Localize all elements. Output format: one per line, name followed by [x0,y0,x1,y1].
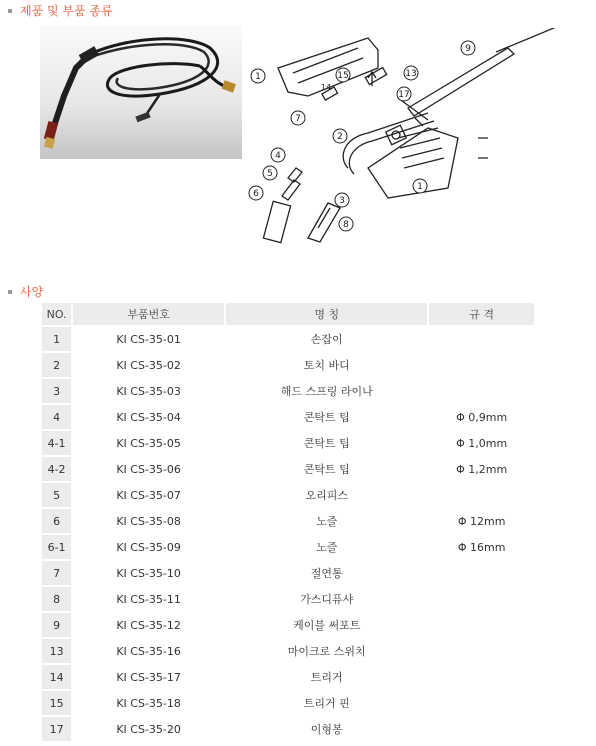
cell-spec [429,483,534,507]
bullet-icon [8,9,12,13]
callout-14 [321,83,331,92]
cell-spec: Φ 1,2mm [456,462,508,476]
section-title: 제품 및 부품 종류 [20,4,113,18]
table-row [42,613,534,637]
cell-spec [429,587,534,611]
callout-label: 15 [337,71,349,81]
cell-spec [429,379,534,403]
table-row [42,587,534,611]
cell-part-number: KI CS-35-08 [116,514,181,528]
cell-part-number: KI CS-35-05 [116,436,181,450]
cell-part-number: KI CS-35-16 [116,644,181,658]
cell-name: 노즐 [316,541,338,554]
callout-17 [397,87,411,101]
cell-part-number: KI CS-35-03 [116,384,181,398]
cell-no: 2 [42,353,71,377]
table-row [42,561,534,585]
callout-5 [263,166,277,180]
section-heading-products [8,2,113,19]
cell-name: 해드 스프링 라이나 [280,385,373,398]
col-header-spec: 규 격 [429,303,534,325]
cell-spec [429,665,534,689]
callout-label: 8 [343,220,349,230]
cell-spec: Φ 1,0mm [456,436,508,450]
callout-label: 1 [255,72,261,82]
callout-label: 13 [405,69,417,79]
callout-7 [291,111,305,125]
callout-15 [336,68,350,82]
callout-label: 7 [295,114,301,124]
cell-no: 8 [42,587,71,611]
callout-label: 6 [253,189,259,199]
cell-spec: Φ 0,9mm [456,410,508,424]
callout-label: 14 [320,83,332,92]
cell-part-number: KI CS-35-07 [116,488,181,502]
cell-part-number: KI CS-35-06 [116,462,181,476]
callout-label: 17 [398,90,410,100]
product-photo [40,26,242,159]
cell-spec [429,327,534,351]
cell-no: 6 [42,509,71,533]
callout-13 [404,66,418,80]
cell-no: 6-1 [42,535,71,559]
callout-3 [335,193,349,207]
col-header-part-number: 부품번호 [73,303,224,325]
callout-6 [249,186,263,200]
table-row [42,457,534,481]
cell-part-number: KI CS-35-12 [116,618,181,632]
table-header-row [42,303,534,325]
callout-9 [461,41,475,55]
cell-name: 토치 바디 [303,359,350,372]
cell-name: 오리피스 [305,489,348,502]
cell-no: 5 [42,483,71,507]
callout-2 [333,129,347,143]
table-row [42,691,534,715]
callout-label: 2 [337,132,343,142]
cell-name: 트리거 핀 [303,697,350,710]
callout-label: 3 [339,196,345,206]
callout-label: 5 [267,169,273,179]
cell-no: 1 [42,327,71,351]
cell-part-number: KI CS-35-10 [116,566,181,580]
cell-name: 이형봉 [310,723,343,736]
cell-spec: Φ 16mm [457,540,506,554]
table-row [42,535,534,559]
table-row [42,665,534,689]
callout-label: 9 [465,44,471,54]
cell-name: 트리거 [310,671,343,684]
cell-no: 9 [42,613,71,637]
cell-spec [429,639,534,663]
cell-name: 가스디퓨샤 [300,593,354,606]
exploded-diagram [248,28,588,258]
cell-no: 7 [42,561,71,585]
callout-8 [339,217,353,231]
callout-4 [271,148,285,162]
cell-name: 케이블 써포트 [293,619,361,632]
cell-no: 17 [42,717,71,741]
cell-spec: Φ 12mm [457,514,506,528]
col-header-name: 명 칭 [226,303,427,325]
cell-no: 14 [42,665,71,689]
cell-name: 콘탁트 팁 [303,463,350,476]
table-row [42,717,534,741]
cell-name: 콘탁트 팁 [303,411,350,424]
spec-table [40,301,536,743]
cell-no: 15 [42,691,71,715]
cell-no: 13 [42,639,71,663]
callout-1 [251,69,265,83]
table-row [42,379,534,403]
col-header-no: NO. [42,303,71,325]
cell-part-number: KI CS-35-01 [116,332,181,346]
bullet-icon [8,290,12,294]
cell-no: 3 [42,379,71,403]
cell-spec [429,613,534,637]
cell-name: 노즐 [316,515,338,528]
cell-no: 4 [42,405,71,429]
cell-spec [429,717,534,741]
table-row [42,483,534,507]
cell-part-number: KI CS-35-17 [116,670,181,684]
cell-spec [429,353,534,377]
table-row [42,327,534,351]
cell-part-number: KI CS-35-18 [116,696,181,710]
callout-label: 1 [417,182,423,192]
table-row [42,639,534,663]
cell-part-number: KI CS-35-02 [116,358,181,372]
cell-name: 마이크로 스위치 [287,645,366,658]
cell-no: 4-1 [42,431,71,455]
section-title: 사양 [20,285,44,299]
cell-part-number: KI CS-35-20 [116,722,181,736]
cell-spec [429,691,534,715]
cell-part-number: KI CS-35-09 [116,540,181,554]
section-heading-specs [8,283,43,300]
table-row [42,405,534,429]
callout-1b [413,179,427,193]
table-row [42,353,534,377]
cell-name: 손잡이 [310,333,343,346]
cell-part-number: KI CS-35-11 [116,592,181,606]
table-row [42,431,534,455]
cell-name: 콘탁트 팁 [303,437,350,450]
cell-no: 4-2 [42,457,71,481]
table-row [42,509,534,533]
cell-name: 절연통 [310,567,343,580]
cell-spec [429,561,534,585]
callout-label: 4 [275,151,281,161]
cell-part-number: KI CS-35-04 [116,410,181,424]
